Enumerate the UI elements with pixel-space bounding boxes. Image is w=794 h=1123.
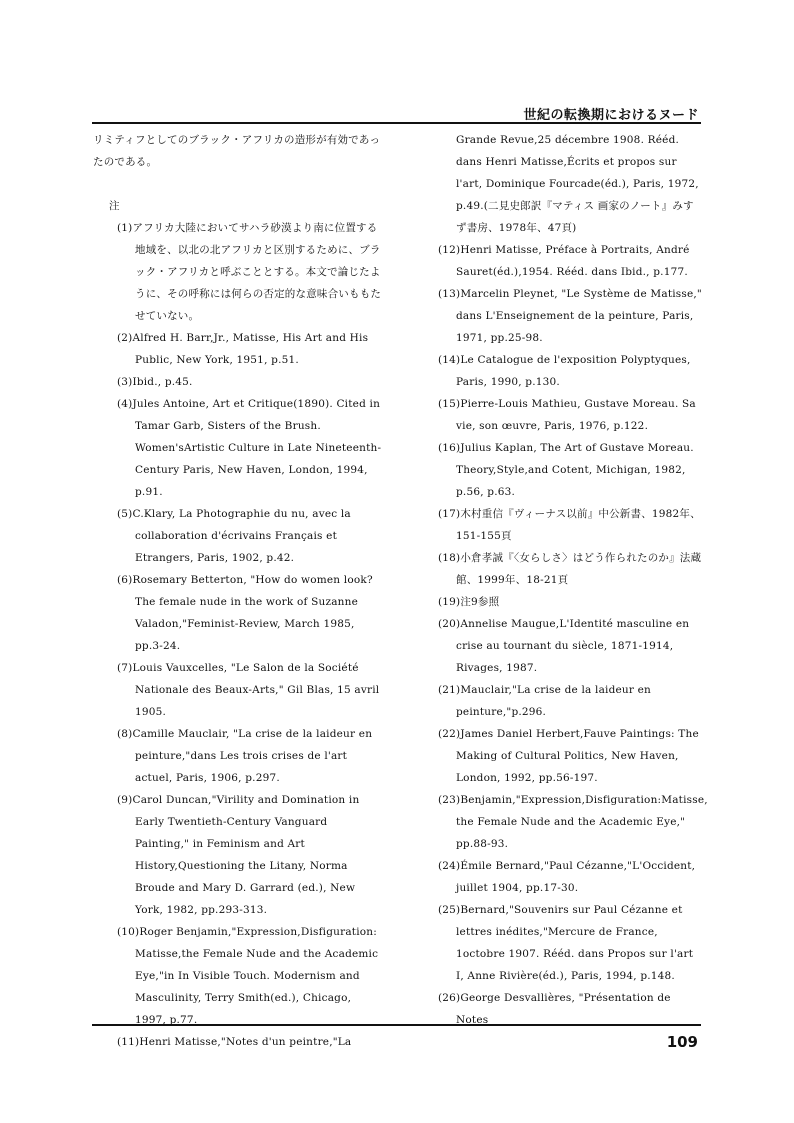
body-paragraph: リミティフとしてのブラック・アフリカの造形が有効であったのである。 xyxy=(93,134,381,168)
note-item: (22)James Daniel Herbert,Fauve Paintings: The Making of Cultural Politics, New Haven, London, 1992, pp.56-197. xyxy=(438,728,699,784)
note-item: (6)Rosemary Betterton, "How do women look? The female nude in the work of Suzanne Valadon,"Feminist-Review, March 1985, pp.3-24. xyxy=(117,574,373,652)
note-item: Grande Revue,25 décembre 1908. Rééd. dans Henri Matisse,Écrits et propos sur l'art, Dominique Fourcade(éd.), Paris, 1972, p.49.(二見史郎訳『マティス 画家のノート』みすず書房、1978年、47頁) xyxy=(456,134,699,234)
note-item: (25)Bernard,"Souvenirs sur Paul Cézanne et lettres inédites,"Mercure de France, 1octobre 1907. Rééd. dans Propos sur l'art I, Anne Rivière(éd.), Paris, 1994, p.148. xyxy=(438,904,694,982)
footer-rule xyxy=(92,1024,701,1026)
right-column xyxy=(438,129,708,1031)
note-item: (2)Alfred H. Barr,Jr., Matisse, His Art and His Public, New York, 1951, p.51. xyxy=(117,332,369,366)
note-item: (16)Julius Kaplan, The Art of Gustave Moreau. Theory,Style,and Cotent, Michigan, 1982, p.56, p.63. xyxy=(438,442,694,498)
note-item: (11)Henri Matisse,"Notes d'un peintre,"La xyxy=(117,1036,352,1048)
note-item: (5)C.Klary, La Photographie du nu, avec la collaboration d'écrivains Français et Etrangers, Paris, 1902, p.42. xyxy=(117,508,351,564)
note-item: (1)アフリカ大陸においてサハラ砂漠より南に位置する地域を、以北の北アフリカと区別するために、ブラック・アフリカと呼ぶこととする。本文で論じたように、その呼称には何らの否定的な意味合いももたせていない。 xyxy=(117,222,382,322)
note-item: (19)注9参照 xyxy=(438,596,500,608)
note-item: (3)Ibid., p.45. xyxy=(117,376,193,388)
right-notes-list xyxy=(438,129,708,1031)
page-number: 109 xyxy=(666,1033,698,1051)
left-notes-list xyxy=(93,217,383,1053)
left-column xyxy=(93,129,383,1053)
note-item: (24)Émile Bernard,"Paul Cézanne,"L'Occident, juillet 1904, pp.17-30. xyxy=(438,860,696,894)
note-item: (17)木村重信『ヴィーナス以前』中公新書、1982年、151-155頁 xyxy=(438,508,701,542)
note-item: (12)Henri Matisse, Préface à Portraits, André Sauret(éd.),1954. Rééd. dans Ibid., p.177. xyxy=(438,244,690,278)
note-item: (9)Carol Duncan,"Virility and Domination in Early Twentieth-Century Vanguard Painting," in Feminism and Art History,Questioning the Litany, Norma Broude and Mary D. Garrard (ed.), New York, 1982, pp.293-313. xyxy=(117,794,360,916)
running-header: 世紀の転換期におけるヌード xyxy=(523,108,699,123)
note-item: (14)Le Catalogue de l'exposition Polyptyques, Paris, 1990, p.130. xyxy=(438,354,691,388)
note-item: (4)Jules Antoine, Art et Critique(1890). Cited in Tamar Garb, Sisters of the Brush. Women'sArtistic Culture in Late Nineteenth-Century Paris, New Haven, London, 1994, p.91. xyxy=(117,398,382,498)
notes-heading: 注 xyxy=(109,200,120,212)
note-item: (26)George Desvallières, "Présentation de Notes xyxy=(438,992,671,1026)
note-item: (23)Benjamin,"Expression,Disfiguration:Matisse, the Female Nude and the Academic Eye," pp.88-93. xyxy=(438,794,708,850)
note-item: (7)Louis Vauxcelles, "Le Salon de la Société Nationale des Beaux-Arts," Gil Blas, 15 avril 1905. xyxy=(117,662,380,718)
note-item: (10)Roger Benjamin,"Expression,Disfiguration: Matisse,the Female Nude and the Academic Eye,"in In Visible Touch. Modernism and Masculinity, Terry Smith(ed.), Chicago, 1997, p.77. xyxy=(117,926,379,1026)
note-item: (15)Pierre-Louis Mathieu, Gustave Moreau. Sa vie, son œuvre, Paris, 1976, p.122. xyxy=(438,398,696,432)
note-item: (13)Marcelin Pleynet, "Le Système de Matisse," dans L'Enseignement de la peinture, Paris, 1971, pp.25-98. xyxy=(438,288,702,344)
note-item: (20)Annelise Maugue,L'Identité masculine en crise au tournant du siècle, 1871-1914, Rivages, 1987. xyxy=(438,618,690,674)
note-item: (18)小倉孝誠『〈女らしさ〉はどう作られたのか』法蔵館、1999年、18-21頁 xyxy=(438,552,702,586)
note-item: (8)Camille Mauclair, "La crise de la laideur en peinture,"dans Les trois crises de l'art actuel, Paris, 1906, p.297. xyxy=(117,728,373,784)
note-item: (21)Mauclair,"La crise de la laideur en peinture,"p.296. xyxy=(438,684,652,718)
header-rule xyxy=(92,122,701,124)
